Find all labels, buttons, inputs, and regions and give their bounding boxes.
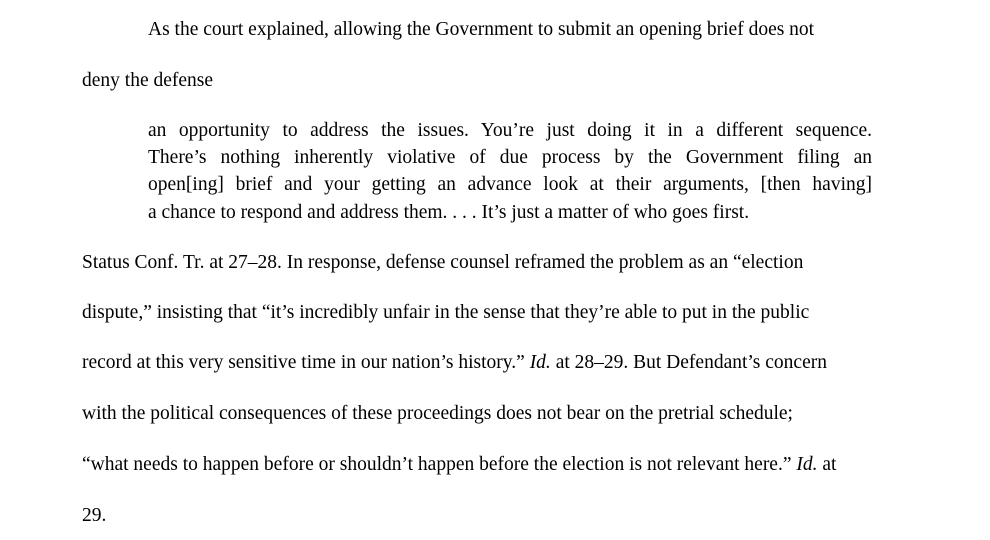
citation-id: Id. (796, 454, 818, 475)
text-span: record at this very sensitive time in our nation’s history.” (82, 352, 530, 373)
block-quote-line: an opportunity to address the issues. You’re just doing it in a different sequence. (148, 120, 872, 141)
text-span: at (817, 454, 837, 475)
paragraph-line: As the court explained, allowing the Government to submit an opening brief does not (148, 19, 815, 40)
block-quote-line: a chance to respond and address them. . . . It’s just a matter of who goes first. (148, 202, 750, 223)
block-quote-line: There’s nothing inherently violative of due process by the Government filing an (148, 147, 872, 168)
block-quote-line: open[ing] brief and your getting an advance look at their arguments, [then having] (148, 174, 872, 195)
text-span: “what needs to happen before or shouldn’t happen before the election is not relevant here.” (82, 454, 797, 475)
paragraph-line: deny the defense (82, 70, 214, 91)
paragraph-line: with the political consequences of these proceedings does not bear on the pretrial schedule; (82, 403, 793, 424)
paragraph-line: 29. (82, 505, 107, 526)
paragraph-line: Status Conf. Tr. at 27–28. In response, defense counsel reframed the problem as an “election (82, 252, 804, 273)
paragraph-line (82, 454, 836, 476)
citation-id: Id. (529, 352, 551, 373)
paragraph-line (82, 352, 827, 374)
text-span: at 28–29. But Defendant’s concern (550, 352, 827, 373)
paragraph-line: dispute,” insisting that “it’s incredibly unfair in the sense that they’re able to put in the public (82, 302, 810, 323)
